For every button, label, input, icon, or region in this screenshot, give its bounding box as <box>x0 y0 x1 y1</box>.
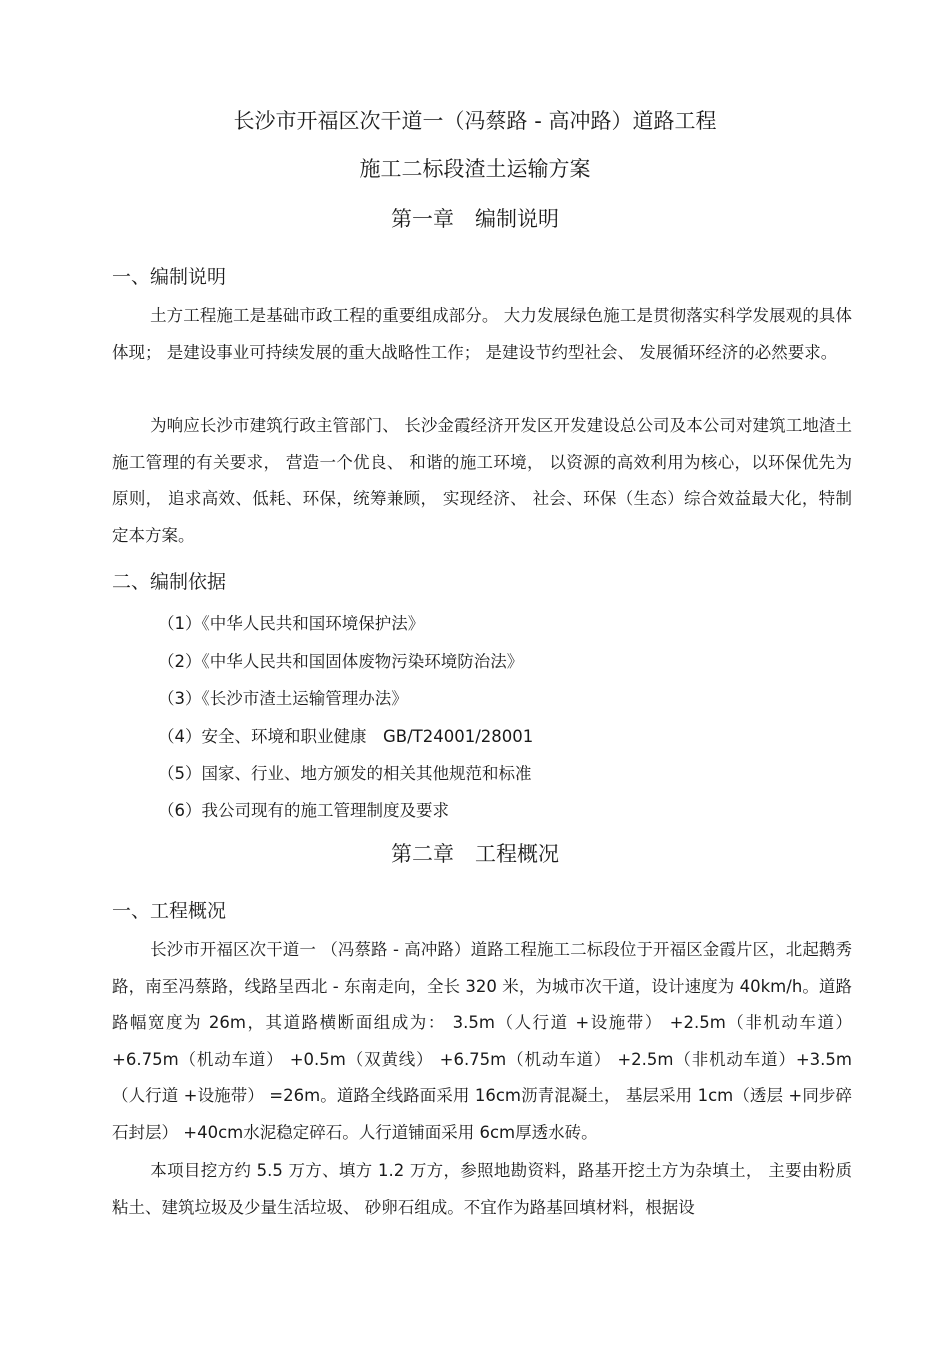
basis-item-6: （6）我公司现有的施工管理制度及要求 <box>158 801 449 820</box>
section-heading-basis: 二、编制依据 <box>112 571 227 593</box>
basis-item-3: （3）《长沙市渣土运输管理办法》 <box>158 689 408 708</box>
paragraph-compilation-1 <box>112 298 852 371</box>
document-title-line2: 施工二标段渣土运输方案 <box>359 157 591 181</box>
paragraph-compilation-2 <box>112 408 852 554</box>
basis-item-4: （4）安全、环境和职业健康 GB/T24001/28001 <box>158 727 534 746</box>
chapter-2-heading: 第二章 工程概况 <box>391 842 559 866</box>
paragraph-text: 为响应长沙市建筑行政主管部门、 长沙金霞经济开发区开发建设总公司及本公司对建筑工地渣土施工管理的有关要求， 营造一个优良、 和谐的施工环境， 以资源的高效利用为核心，以环保优先为原则， 追求高效、低耗、环保，统筹兼顾， 实现经济、 社会、环保（生态）综合效益最大化，特制定本方案。 <box>112 416 852 545</box>
section-heading-compilation: 一、编制说明 <box>112 266 227 288</box>
basis-item-1: （1）《中华人民共和国环境保护法》 <box>158 614 425 633</box>
chapter-1-heading: 第一章 编制说明 <box>391 207 559 231</box>
paragraph-text: 本项目挖方约 5.5 万方、填方 1.2 万方，参照地勘资料，路基开挖土方为杂填土， 主要由粉质粘土、建筑垃圾及少量生活垃圾、 砂卵石组成。不宜作为路基回填材料，根据设 <box>112 1161 852 1217</box>
paragraph-text: 长沙市开福区次干道一 （冯蔡路 - 高冲路）道路工程施工二标段位于开福区金霞片区，北起鹅秀路，南至冯蔡路，线路呈西北 - 东南走向，全长 320 米，为城市次干道，设计速度为 40km/h。道路路幅宽度为 26m，其道路横断面组成为： 3.5m（人行道 +设施带） +2.5m（非机动车道） +6.75m（机动车道） +0.5m（双黄线） +6.75m（机动车道） +2.5m（非机动车道）+3.5m（人行道 +设施带） =26m。道路全线路面采用 16cm沥青混凝土， 基层采用 1cm（透层 +同步碎石封层） +40cm水泥稳定碎石。人行道铺面采用 6cm厚透水砖。 <box>112 940 852 1142</box>
document-title-line1: 长沙市开福区次干道一（冯蔡路 - 高冲路）道路工程 <box>233 109 717 133</box>
basis-item-5: （5）国家、行业、地方颁发的相关其他规范和标准 <box>158 764 532 783</box>
paragraph-text: 土方工程施工是基础市政工程的重要组成部分。 大力发展绿色施工是贯彻落实科学发展观的具体体现； 是建设事业可持续发展的重大战略性工作； 是建设节约型社会、 发展循环经济的必然要求。 <box>112 306 852 362</box>
paragraph-overview-1 <box>112 932 852 1151</box>
paragraph-overview-2 <box>112 1153 852 1226</box>
basis-item-2: （2）《中华人民共和国固体废物污染环境防治法》 <box>158 652 524 671</box>
section-heading-overview: 一、工程概况 <box>112 900 227 922</box>
